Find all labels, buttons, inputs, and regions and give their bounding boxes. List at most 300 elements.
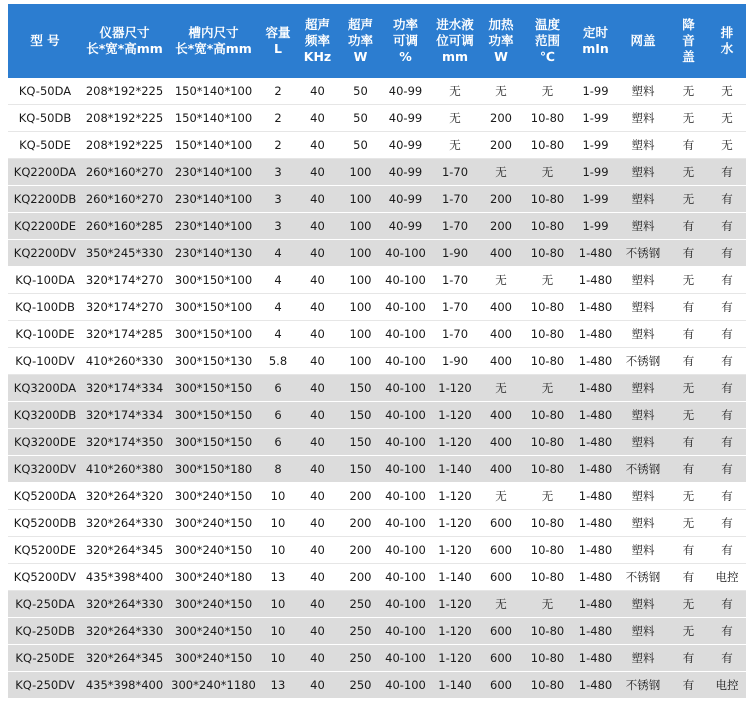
table-cell: 1-480	[574, 483, 617, 510]
table-cell: 有	[708, 402, 746, 429]
table-cell: 有	[669, 348, 708, 375]
table-cell: 320*264*345	[82, 537, 167, 564]
table-cell: 40	[296, 186, 339, 213]
table-cell: 40-100	[382, 564, 429, 591]
table-cell: 10	[260, 483, 296, 510]
table-cell: 塑料	[617, 321, 669, 348]
table-cell: 无	[481, 78, 521, 105]
table-cell: 无	[481, 591, 521, 618]
table-cell: 有	[708, 483, 746, 510]
table-cell: 1-70	[429, 267, 481, 294]
table-cell: 300*150*130	[167, 348, 260, 375]
table-row	[8, 510, 746, 537]
table-cell: 不锈钢	[617, 240, 669, 267]
column-header-line: 仪器尺寸	[99, 25, 150, 40]
table-row	[8, 375, 746, 402]
table-cell: 有	[708, 348, 746, 375]
table-cell: 200	[481, 213, 521, 240]
table-cell: 400	[481, 348, 521, 375]
table-cell: 40	[296, 267, 339, 294]
table-cell: 260*160*285	[82, 213, 167, 240]
table-cell: 320*264*330	[82, 591, 167, 618]
table-cell: 400	[481, 429, 521, 456]
table-cell: 40	[296, 213, 339, 240]
table-cell: 200	[339, 564, 382, 591]
table-cell: 250	[339, 591, 382, 618]
table-cell: 无	[521, 591, 574, 618]
table-cell: 300*240*150	[167, 537, 260, 564]
table-cell: 不锈钢	[617, 672, 669, 699]
table-row	[8, 348, 746, 375]
table-cell: 塑料	[617, 267, 669, 294]
table-cell: 320*174*270	[82, 294, 167, 321]
table-cell: 100	[339, 159, 382, 186]
table-cell: 320*264*320	[82, 483, 167, 510]
table-cell: 1-90	[429, 348, 481, 375]
column-header-line: KHz	[303, 49, 332, 64]
table-cell: 10	[260, 537, 296, 564]
table-cell: 10-80	[521, 618, 574, 645]
table-row	[8, 483, 746, 510]
table-cell: 3	[260, 186, 296, 213]
table-cell: 150	[339, 375, 382, 402]
table-cell: 40-99	[382, 213, 429, 240]
table-cell: 40-100	[382, 294, 429, 321]
table-cell: 1-70	[429, 294, 481, 321]
table-cell: 300*150*100	[167, 294, 260, 321]
table-cell: 230*140*100	[167, 159, 260, 186]
model-cell: KQ-250DV	[8, 672, 82, 699]
column-header-line: L	[274, 41, 282, 56]
table-cell: 10-80	[521, 213, 574, 240]
column-header	[574, 4, 617, 78]
table-cell: 有	[708, 375, 746, 402]
table-cell: 塑料	[617, 78, 669, 105]
table-cell: 250	[339, 618, 382, 645]
model-cell: KQ-50DB	[8, 105, 82, 132]
table-cell: 100	[339, 213, 382, 240]
table-cell: 3	[260, 159, 296, 186]
table-cell: 40	[296, 321, 339, 348]
model-cell: KQ-250DA	[8, 591, 82, 618]
column-header-line: 加热	[488, 17, 514, 32]
table-cell: 1-99	[574, 159, 617, 186]
table-cell: 1-140	[429, 672, 481, 699]
table-cell: 有	[708, 267, 746, 294]
table-cell: 300*240*1180	[167, 672, 260, 699]
column-header	[296, 4, 339, 78]
table-cell: 有	[708, 186, 746, 213]
table-cell: 50	[339, 78, 382, 105]
table-cell: 塑料	[617, 402, 669, 429]
table-cell: 435*398*400	[82, 564, 167, 591]
table-cell: 无	[429, 132, 481, 159]
model-cell: KQ2200DV	[8, 240, 82, 267]
table-cell: 10-80	[521, 672, 574, 699]
model-cell: KQ3200DV	[8, 456, 82, 483]
table-cell: 不锈钢	[617, 348, 669, 375]
table-cell: 塑料	[617, 375, 669, 402]
table-cell: 1-480	[574, 402, 617, 429]
table-cell: 1-120	[429, 591, 481, 618]
table-cell: 10-80	[521, 105, 574, 132]
table-cell: 1-70	[429, 321, 481, 348]
table-cell: 300*240*180	[167, 564, 260, 591]
table-cell: 1-480	[574, 429, 617, 456]
table-cell: 有	[708, 321, 746, 348]
table-cell: 不锈钢	[617, 456, 669, 483]
table-cell: 40	[296, 294, 339, 321]
table-cell: 200	[481, 186, 521, 213]
table-cell: 40	[296, 105, 339, 132]
table-cell: 1-480	[574, 618, 617, 645]
table-cell: 40	[296, 537, 339, 564]
table-cell: 1-70	[429, 159, 481, 186]
model-cell: KQ2200DB	[8, 186, 82, 213]
table-cell: 有	[669, 672, 708, 699]
table-header	[8, 4, 746, 78]
column-header-line: 进水液	[436, 17, 474, 32]
table-cell: 塑料	[617, 213, 669, 240]
table-cell: 10	[260, 510, 296, 537]
column-header	[339, 4, 382, 78]
table-cell: 1-480	[574, 456, 617, 483]
table-cell: 6	[260, 375, 296, 402]
table-cell: 电控	[708, 672, 746, 699]
table-cell: 无	[521, 267, 574, 294]
table-cell: 50	[339, 132, 382, 159]
table-cell: 300*150*150	[167, 429, 260, 456]
table-cell: 10	[260, 591, 296, 618]
table-row	[8, 618, 746, 645]
model-cell: KQ5200DB	[8, 510, 82, 537]
table-cell: 10-80	[521, 456, 574, 483]
table-cell: 100	[339, 186, 382, 213]
table-cell: 有	[669, 429, 708, 456]
table-cell: 有	[708, 510, 746, 537]
table-cell: 40	[296, 402, 339, 429]
column-header-line: 超声	[304, 17, 330, 32]
table-cell: 200	[339, 483, 382, 510]
model-cell: KQ-100DA	[8, 267, 82, 294]
table-cell: 200	[481, 132, 521, 159]
table-cell: 有	[708, 429, 746, 456]
model-cell: KQ3200DE	[8, 429, 82, 456]
model-cell: KQ2200DA	[8, 159, 82, 186]
table-cell: 塑料	[617, 483, 669, 510]
table-cell: 2	[260, 78, 296, 105]
table-cell: 有	[669, 564, 708, 591]
column-header-line: 位可调	[436, 33, 474, 48]
table-cell: 10	[260, 645, 296, 672]
table-cell: 无	[669, 105, 708, 132]
table-cell: 250	[339, 645, 382, 672]
table-cell: 320*174*334	[82, 402, 167, 429]
table-row	[8, 213, 746, 240]
table-cell: 10-80	[521, 429, 574, 456]
column-header	[521, 4, 574, 78]
column-header	[481, 4, 521, 78]
table-row	[8, 321, 746, 348]
table-cell: 无	[708, 78, 746, 105]
table-cell: 600	[481, 645, 521, 672]
table-cell: 320*174*334	[82, 375, 167, 402]
model-cell: KQ-50DA	[8, 78, 82, 105]
table-cell: 13	[260, 672, 296, 699]
table-cell: 40	[296, 240, 339, 267]
table-cell: 1-140	[429, 564, 481, 591]
table-cell: 10-80	[521, 510, 574, 537]
table-cell: 40	[296, 483, 339, 510]
table-cell: 塑料	[617, 618, 669, 645]
table-cell: 300*150*150	[167, 402, 260, 429]
table-cell: 100	[339, 321, 382, 348]
table-cell: 40-99	[382, 105, 429, 132]
table-cell: 无	[669, 159, 708, 186]
table-row	[8, 672, 746, 699]
model-cell: KQ-100DE	[8, 321, 82, 348]
table-row	[8, 132, 746, 159]
column-header-line: 温度	[534, 17, 560, 32]
table-cell: 1-99	[574, 213, 617, 240]
model-cell: KQ2200DE	[8, 213, 82, 240]
table-cell: 410*260*330	[82, 348, 167, 375]
table-cell: 无	[481, 159, 521, 186]
model-cell: KQ5200DA	[8, 483, 82, 510]
table-cell: 无	[669, 591, 708, 618]
table-row	[8, 105, 746, 132]
table-cell: 无	[708, 132, 746, 159]
column-header-line: 频率	[304, 33, 330, 48]
table-cell: 1-120	[429, 429, 481, 456]
table-cell: 无	[669, 402, 708, 429]
table-cell: 300*240*150	[167, 591, 260, 618]
table-cell: 100	[339, 294, 382, 321]
table-cell: 无	[521, 483, 574, 510]
table-cell: 150*140*100	[167, 132, 260, 159]
model-cell: KQ-100DV	[8, 348, 82, 375]
table-cell: 有	[669, 645, 708, 672]
table-cell: 200	[481, 105, 521, 132]
table-cell: 10-80	[521, 348, 574, 375]
table-cell: 无	[429, 105, 481, 132]
table-cell: 有	[708, 213, 746, 240]
column-header	[167, 4, 260, 78]
table-row	[8, 78, 746, 105]
table-cell: 40	[296, 645, 339, 672]
table-cell: 塑料	[617, 591, 669, 618]
table-row	[8, 240, 746, 267]
table-row	[8, 564, 746, 591]
table-cell: 4	[260, 240, 296, 267]
table-cell: 无	[669, 618, 708, 645]
table-cell: 无	[669, 483, 708, 510]
table-cell: 6	[260, 429, 296, 456]
table-cell: 10-80	[521, 240, 574, 267]
table-cell: 350*245*330	[82, 240, 167, 267]
table-cell: 230*140*100	[167, 213, 260, 240]
table-cell: 150	[339, 456, 382, 483]
table-cell: 1-90	[429, 240, 481, 267]
table-cell: 有	[669, 294, 708, 321]
table-cell: 1-120	[429, 618, 481, 645]
table-cell: 40	[296, 564, 339, 591]
table-cell: 有	[669, 132, 708, 159]
table-cell: 100	[339, 348, 382, 375]
table-cell: 40	[296, 159, 339, 186]
table-cell: 10-80	[521, 564, 574, 591]
table-cell: 100	[339, 267, 382, 294]
table-cell: 320*264*330	[82, 510, 167, 537]
table-cell: 塑料	[617, 510, 669, 537]
column-header-line: mIn	[582, 41, 609, 56]
table-cell: 208*192*225	[82, 78, 167, 105]
table-cell: 40	[296, 510, 339, 537]
table-cell: 40-100	[382, 375, 429, 402]
column-header-line: 盖	[682, 49, 695, 64]
table-cell: 无	[521, 78, 574, 105]
table-row	[8, 159, 746, 186]
column-header	[617, 4, 669, 78]
table-cell: 40	[296, 591, 339, 618]
table-cell: 无	[521, 159, 574, 186]
table-cell: 40	[296, 456, 339, 483]
column-header-line: 排	[720, 25, 734, 40]
model-cell: KQ-250DE	[8, 645, 82, 672]
table-cell: 无	[481, 375, 521, 402]
table-cell: 塑料	[617, 159, 669, 186]
table-cell: 40-99	[382, 186, 429, 213]
table-cell: 400	[481, 240, 521, 267]
table-cell: 塑料	[617, 294, 669, 321]
column-header	[429, 4, 481, 78]
table-cell: 4	[260, 267, 296, 294]
column-header-line: 长*宽*高mm	[175, 41, 252, 56]
table-cell: 40-99	[382, 78, 429, 105]
table-cell: 有	[669, 213, 708, 240]
table-cell: 320*174*350	[82, 429, 167, 456]
table-cell: 300*150*100	[167, 267, 260, 294]
table-cell: 1-480	[574, 267, 617, 294]
table-cell: 10-80	[521, 186, 574, 213]
table-cell: 1-99	[574, 105, 617, 132]
column-header-line: W	[494, 49, 508, 64]
model-cell: KQ-250DB	[8, 618, 82, 645]
table-cell: 无	[669, 375, 708, 402]
table-cell: 有	[669, 456, 708, 483]
table-cell: 400	[481, 294, 521, 321]
table-cell: 有	[708, 456, 746, 483]
table-cell: 有	[708, 159, 746, 186]
table-row	[8, 537, 746, 564]
table-cell: 有	[708, 591, 746, 618]
table-cell: 40-100	[382, 537, 429, 564]
table-cell: 100	[339, 240, 382, 267]
table-cell: 150*140*100	[167, 78, 260, 105]
column-header	[382, 4, 429, 78]
table-cell: 无	[669, 78, 708, 105]
table-cell: 40-100	[382, 618, 429, 645]
table-cell: 1-480	[574, 321, 617, 348]
column-header-line: 长*宽*高mm	[86, 41, 163, 56]
table-cell: 10-80	[521, 645, 574, 672]
table-cell: 1-120	[429, 402, 481, 429]
table-cell: 40-100	[382, 510, 429, 537]
table-cell: 4	[260, 321, 296, 348]
table-cell: 40-100	[382, 483, 429, 510]
table-cell: 600	[481, 564, 521, 591]
table-row	[8, 645, 746, 672]
column-header-line: 可调	[392, 33, 418, 48]
table-cell: 1-480	[574, 375, 617, 402]
table-body	[8, 78, 746, 699]
table-cell: 1-120	[429, 483, 481, 510]
table-cell: 有	[669, 240, 708, 267]
column-header-line: 功率	[347, 33, 373, 48]
column-header-line: 容量	[265, 25, 291, 40]
table-cell: 2	[260, 132, 296, 159]
table-cell: 208*192*225	[82, 132, 167, 159]
table-cell: 1-480	[574, 672, 617, 699]
table-cell: 40-99	[382, 132, 429, 159]
table-cell: 320*174*285	[82, 321, 167, 348]
table-cell: 6	[260, 402, 296, 429]
table-cell: 8	[260, 456, 296, 483]
table-cell: 4	[260, 294, 296, 321]
column-header	[8, 4, 82, 78]
table-cell: 13	[260, 564, 296, 591]
table-cell: 1-480	[574, 591, 617, 618]
column-header-line: mm	[441, 49, 469, 64]
table-cell: 400	[481, 456, 521, 483]
table-cell: 150	[339, 402, 382, 429]
table-cell: 塑料	[617, 132, 669, 159]
column-header-line: 超声	[347, 17, 373, 32]
table-cell: 600	[481, 672, 521, 699]
table-cell: 塑料	[617, 186, 669, 213]
table-cell: 10-80	[521, 321, 574, 348]
model-cell: KQ-100DB	[8, 294, 82, 321]
column-header	[708, 4, 746, 78]
table-cell: 50	[339, 105, 382, 132]
table-cell: 无	[708, 105, 746, 132]
table-cell: 260*160*270	[82, 186, 167, 213]
table-cell: 不锈钢	[617, 564, 669, 591]
table-cell: 2	[260, 105, 296, 132]
table-cell: 有	[669, 537, 708, 564]
table-cell: 有	[708, 645, 746, 672]
table-cell: 塑料	[617, 429, 669, 456]
column-header-line: 定时	[582, 25, 608, 40]
table-cell: 300*150*180	[167, 456, 260, 483]
table-row	[8, 591, 746, 618]
table-cell: 40	[296, 132, 339, 159]
table-cell: 1-99	[574, 186, 617, 213]
column-header-line: 型 号	[30, 33, 60, 48]
table-cell: 10-80	[521, 132, 574, 159]
table-cell: 有	[708, 294, 746, 321]
table-cell: 无	[669, 267, 708, 294]
table-row	[8, 456, 746, 483]
model-cell: KQ3200DA	[8, 375, 82, 402]
table-cell: 40-99	[382, 159, 429, 186]
model-cell: KQ5200DE	[8, 537, 82, 564]
table-cell: 有	[708, 537, 746, 564]
model-cell: KQ-50DE	[8, 132, 82, 159]
column-header-line: 功率	[488, 33, 514, 48]
table-row	[8, 402, 746, 429]
table-cell: 40	[296, 348, 339, 375]
